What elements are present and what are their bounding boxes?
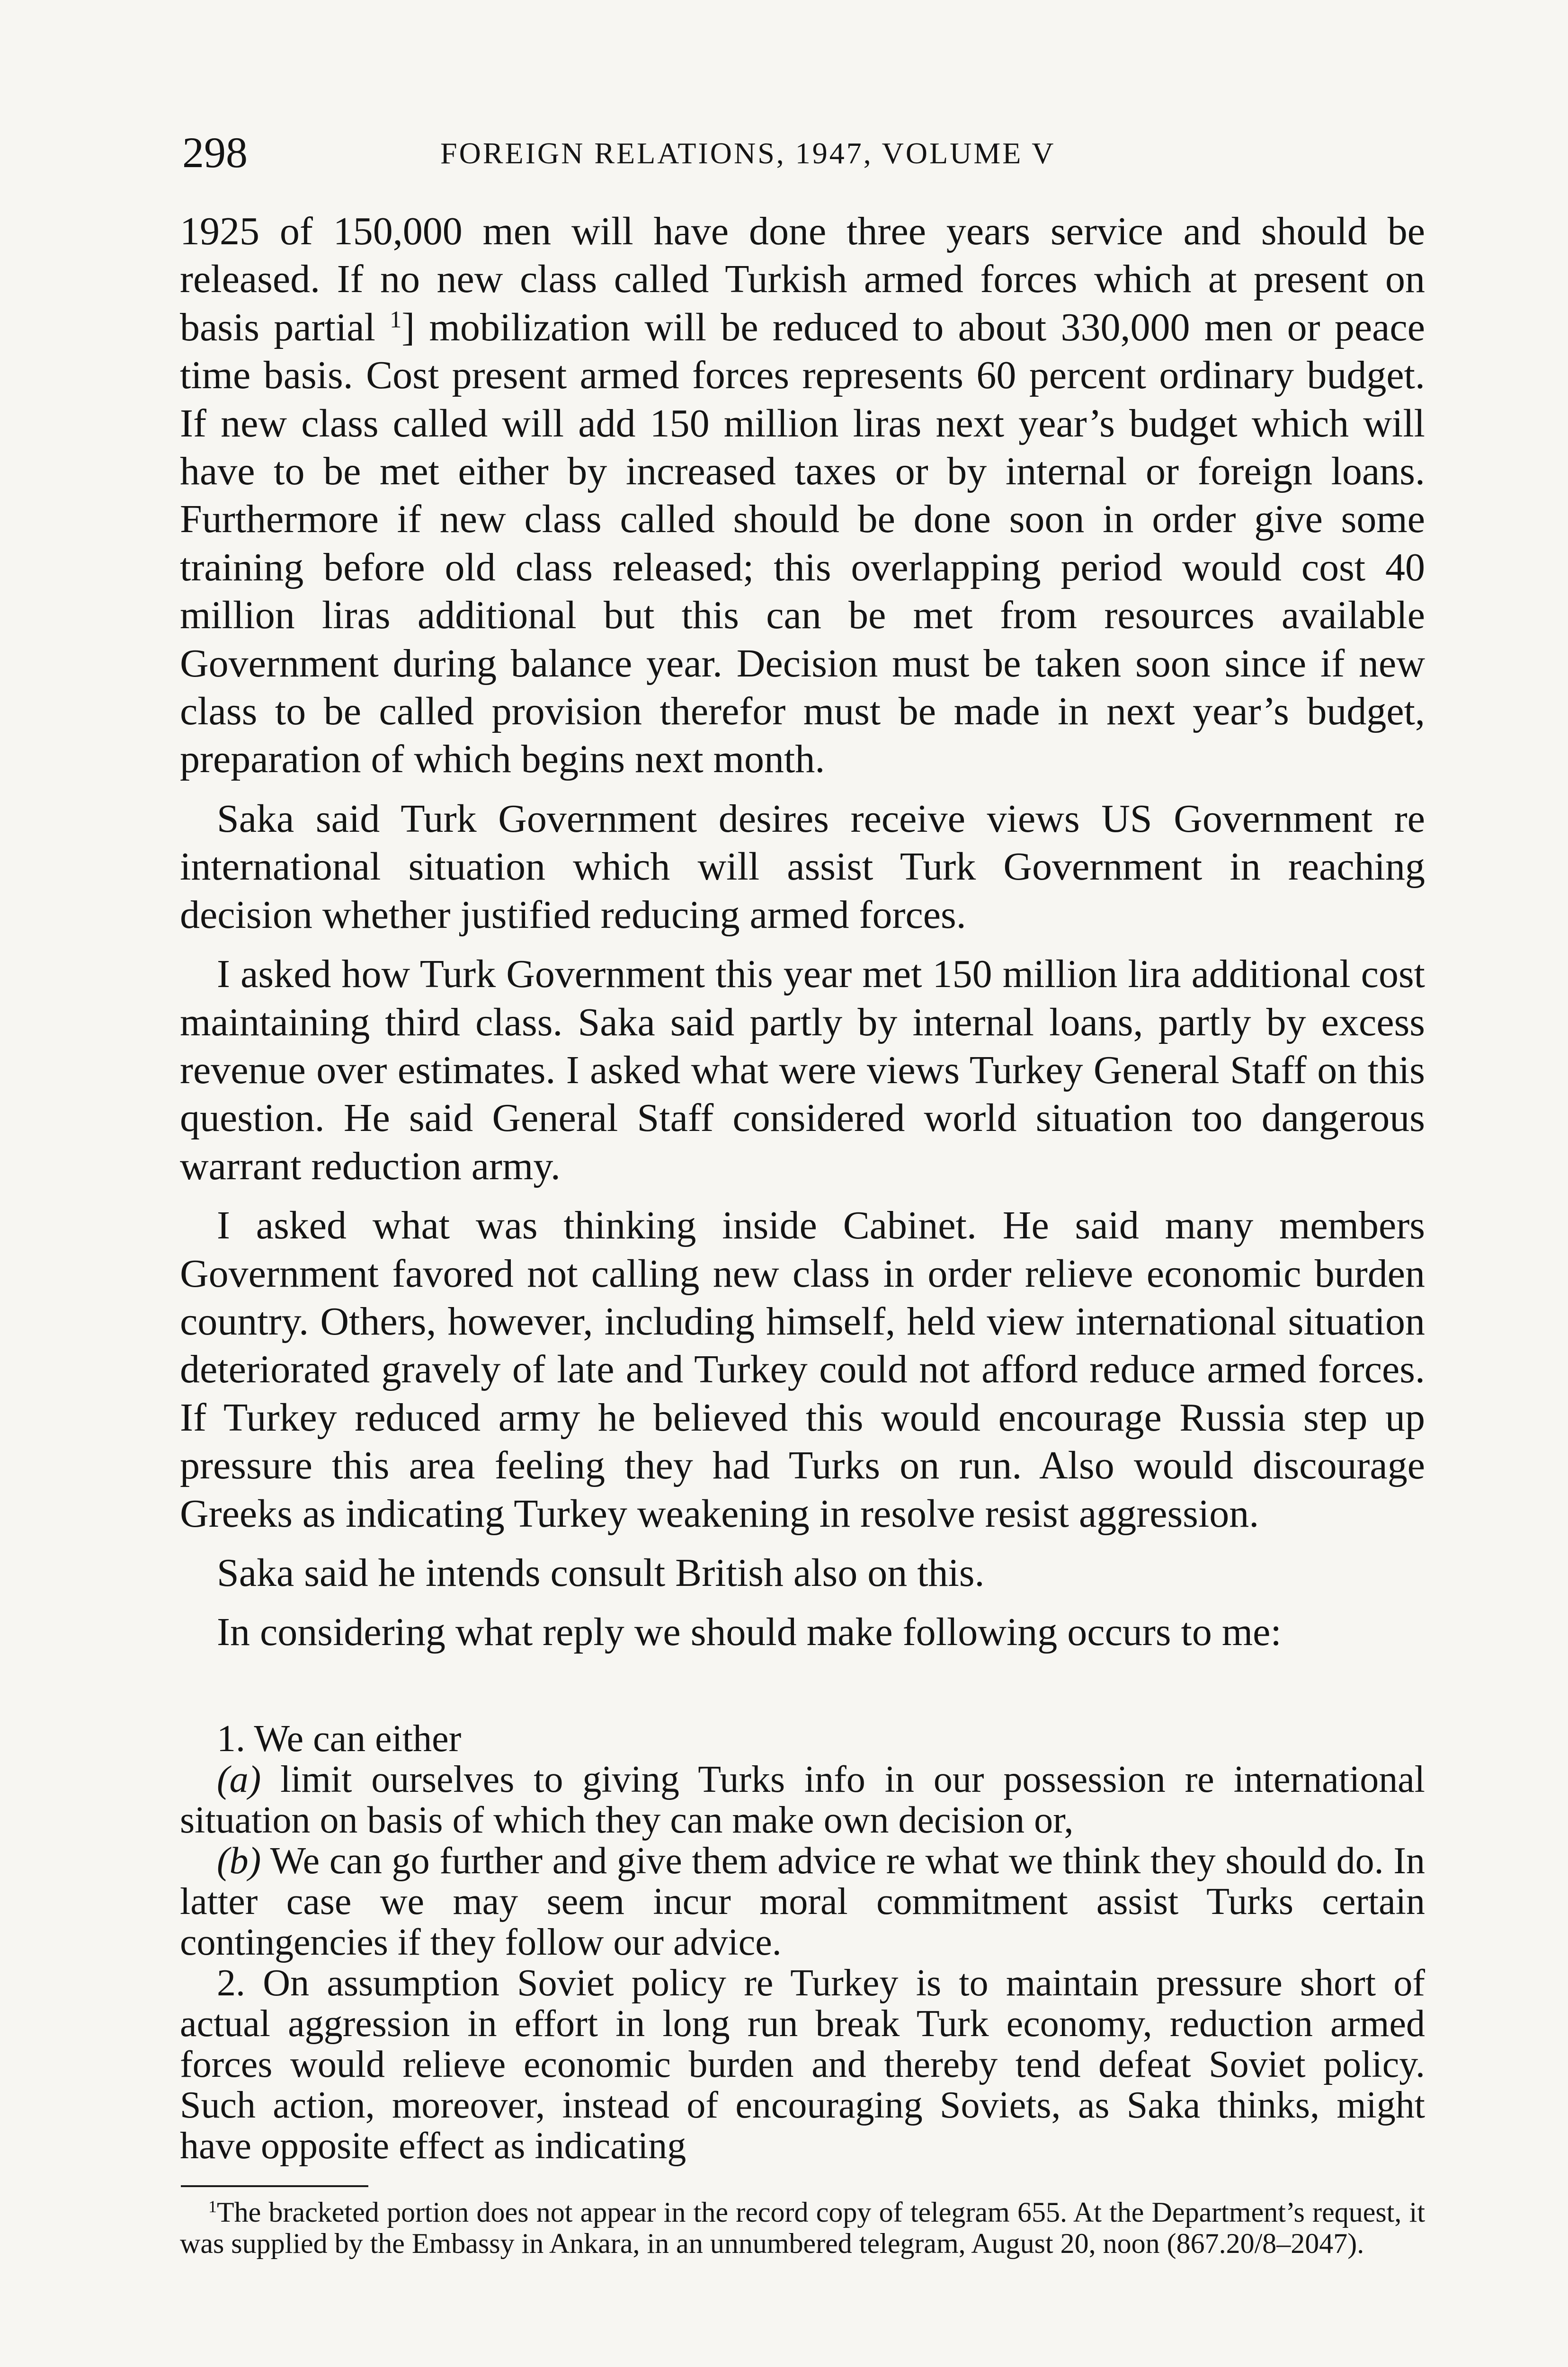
paragraph-2: Saka said Turk Government desires receive views US Government re international situation which will assist Turk Government in reaching decision whether justified reducing armed forces. — [180, 796, 1425, 937]
running-head: FOREIGN RELATIONS, 1947, VOLUME V — [440, 136, 1056, 170]
body-text — [180, 207, 1425, 1655]
paragraph-6: In considering what reply we should make following occurs to me: — [217, 1610, 1282, 1655]
list-item-2: 2. On assumption Soviet policy re Turkey is to maintain pressure short of actual aggression in effort in long run break Turk economy, reduction armed forces would relieve economic burden and thereby tend defeat Soviet policy. Such action, moreover, instead of encouraging Soviets, as Saka thinks, might have opposite effect as indicating — [180, 1962, 1425, 2167]
footnote-divider — [181, 2185, 368, 2187]
list-item-1: 1. We can either — [217, 1718, 462, 1760]
numbered-list — [180, 1718, 1425, 2173]
list-item-b-label: (b) — [217, 1840, 261, 1882]
paragraph-1-part-a: 1925 of 150,000 men will have done three years service and should be released. If no new class called Turkish armed forces which at present on basis partial — [180, 209, 1425, 349]
list-item-b — [180, 1841, 1425, 1963]
list-item-a-label: (a) — [217, 1759, 261, 1800]
footnote-marker: 1 — [208, 2197, 217, 2216]
page-number: 298 — [182, 128, 248, 177]
paragraph-5: Saka said he intends consult British also on this. — [217, 1550, 985, 1595]
footnote-text — [180, 2197, 1425, 2259]
list-item-b-text: We can go further and give them advice re what we think they should do. In latter case we may seem incur moral commitment assist Turks certain contingencies if they follow our advice. — [180, 1840, 1425, 1963]
list-item-a — [180, 1759, 1425, 1841]
paragraph-1-part-b: ] mobilization will be reduced to about 330,000 men or peace time basis. Cost present armed forces represents 60 percent ordinary budget. If new class called will add 150 million liras next year’s budget which will have to be met either by increased taxes or by internal or foreign loans. Furthermore if new class called should be done soon in order give some training before old class released; this overlapping period would cost 40 million liras additional but this can be met from resources available Government during balance year. Decision must be taken soon since if new class to be called provision therefor must be made in next year’s budget, preparation of which begins next month. — [180, 305, 1425, 782]
paragraph-1 — [180, 207, 1425, 783]
footnote-reference: 1 — [390, 306, 402, 333]
list-item-a-text: limit ourselves to giving Turks info in our possession re international situation on basis of which they can make own decision or, — [180, 1759, 1425, 1841]
footnote — [180, 2197, 1425, 2324]
page-header — [182, 124, 1427, 181]
paragraph-3: I asked how Turk Government this year met 150 million lira additional cost maintaining third class. Saka said partly by internal loans, partly by excess revenue over estimates. I asked what were views Turkey General Staff on this question. He said General Staff considered world situation too dangerous warrant reduction army. — [180, 952, 1425, 1188]
paragraph-4: I asked what was thinking inside Cabinet. He said many members Government favored not calling new class in order relieve economic burden country. Others, however, including himself, held view international situation deteriorated gravely of late and Turkey could not afford reduce armed forces. If Turkey reduced army he believed this would encourage Russia step up pressure this area feeling they had Turks on run. Also would discourage Greeks as indicating Turkey weakening in resolve resist aggression. — [180, 1203, 1425, 1536]
footnote-body: The bracketed portion does not appear in the record copy of telegram 655. At the Department’s request, it was supplied by the Embassy in Ankara, in an unnumbered telegram, August 20, noon (867.20/8–2047). — [180, 2197, 1425, 2259]
